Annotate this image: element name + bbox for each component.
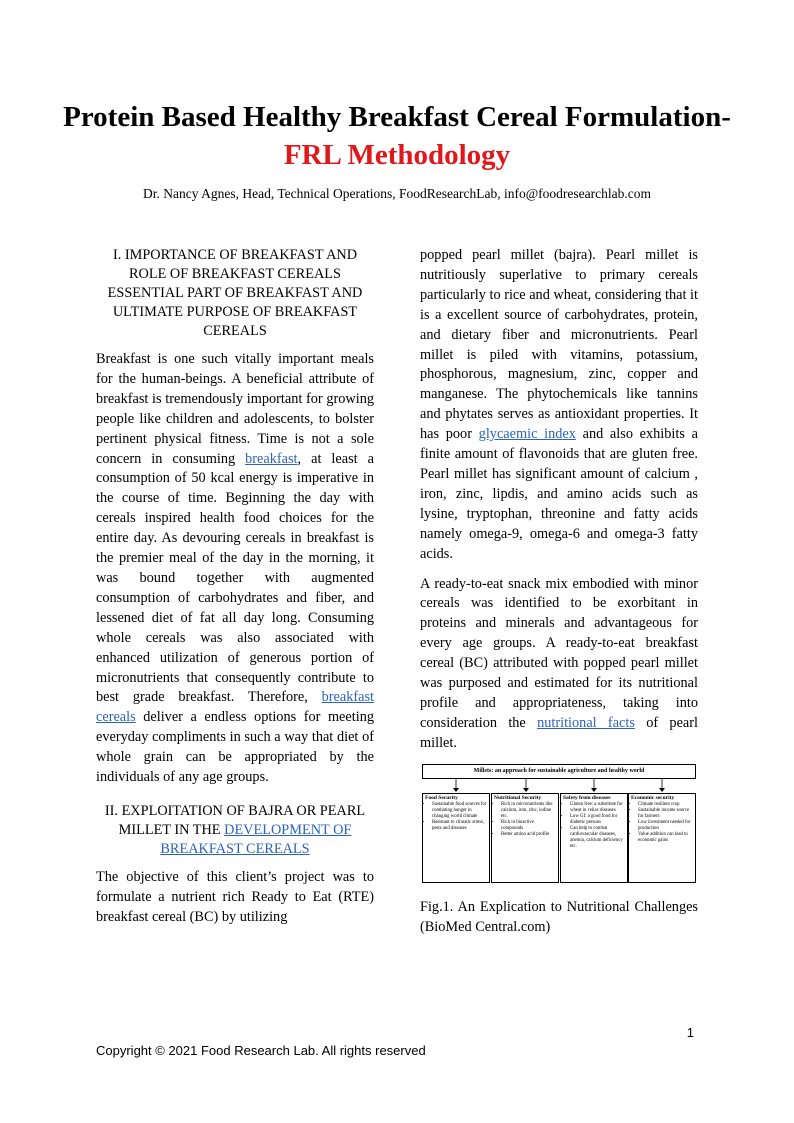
link-nutritional-facts[interactable]: nutritional facts: [537, 714, 635, 731]
right-p2-text-b: of pearl millet.: [420, 714, 698, 751]
section1-heading: I. IMPORTANCE OF BREAKFAST AND ROLE OF BREAKFAST CEREALS ESSENTIAL PART OF BREAKFAST AND ULTIMATE PURPOSE OF BREAKFAST CEREALS: [107, 247, 363, 339]
page-number: 1: [686, 1025, 694, 1040]
figure-top-box: Millets: an approach for sustainable agriculture and healthy world: [422, 764, 696, 779]
figure-box-economic-security: [628, 793, 696, 883]
link-development-of-breakfast-cereals[interactable]: DEVELOPMENT OF BREAKFAST CEREALS: [160, 821, 352, 857]
figure-box-item: • Rich in micronutrients like calcium, iron, zinc, iodine etc.: [501, 802, 556, 820]
section2-heading-text: II. EXPLOITATION OF BAJRA OR PEARL MILLET IN THE: [104, 802, 366, 838]
link-breakfast[interactable]: breakfast: [245, 450, 298, 467]
figure-box-title: Nutritional Security: [494, 794, 542, 801]
right-paragraph-2: [420, 575, 698, 754]
figure-box-item: • Can help to combat cardiovascular diseases, anemia, calcium deficiency etc.: [570, 826, 625, 850]
section2-heading: [96, 802, 374, 859]
right-p1-text-b: and also exhibits a finite amount of flavonoids that are gluten free. Pearl millet has significant amount of calcium , iron, zinc, lipdis, and amino acids such as lysine, tryptophan, threonine and fatty acids namely omega-9, omega-6 and omega-3 fatty acids.: [420, 426, 698, 562]
right-p1-text-a: popped pearl millet (bajra). Pearl millet is nutritiously superlative to primary cereals particularly to rice and wheat, considering that it is a excellent source of carbohydrates, protein, and dietary fiber and micronutrients. Pearl millet is piled with vitamins, potassium, phosphorous, magnesium, zinc, copper and manganese. The phytochemicals like tannins and phytates serves as antioxidant properties. It has poor: [420, 247, 698, 443]
link-glycaemic-index[interactable]: glycaemic index: [478, 426, 576, 443]
section2-paragraph: The objective of this client’s project was to formulate a nutrient rich Ready to Eat (RTE) breakfast cereal (BC) by utilizing: [96, 868, 374, 925]
figure-arrows: [420, 778, 698, 792]
figure-box-food-security: [422, 793, 490, 883]
figure-box-title: Food Security: [425, 794, 458, 801]
figure-millets: [420, 764, 698, 886]
section1-text-b: , at least a consumption of 50 kcal energy is imperative in the course of time. Beginning the day with cereals inspired health food choices for the entire day. As devouring cereals in breakfast is the premier meal of the day in the morning, it was bound together with augmented consumption of carbohydrates and fiber, and lessened diet of fat all day long. Consuming whole cereals was also associated with enhanced utilization of generous portion of micronutrients that consequently contribute to best grade breakfast. Therefore,: [96, 450, 374, 706]
figure-box-title: Economic security: [631, 794, 675, 801]
right-column: [420, 246, 698, 937]
right-p2-text-a: A ready-to-eat snack mix embodied with minor cereals was identified to be exorbitant in proteins and minerals and advantageous for every age groups. A ready-to-eat breakfast cereal (BC) attributed with popped pearl millet was purposed and estimated for its nutritional profile and appropriateness, taking into consideration the: [420, 575, 698, 731]
figure-box-item: • Low GI: a good food for diabetic persons: [570, 814, 625, 826]
figure-caption: Fig.1. An Explication to Nutritional Challenges (BioMed Central.com): [420, 898, 698, 935]
document-title: [60, 98, 734, 174]
figure-box-item: • Better amino acid profile: [501, 832, 556, 838]
right-paragraph-1: [420, 246, 698, 565]
section1-text-c: deliver a endless options for meeting everyday compliments in such a way that diet of whole grain can be appropriated by the individuals of any age groups.: [96, 709, 374, 786]
section1-text-a: Breakfast is one such vitally important meals for the human-beings. A beneficial attribute of breakfast is tremendously important for growing people like children and adolescents, to bolster pertinent physical fitness. Time is not a sole concern in consuming: [96, 351, 374, 467]
author-line: Dr. Nancy Agnes, Head, Technical Operations, FoodResearchLab, info@foodresearchlab.com: [143, 186, 651, 201]
section1-paragraph: [96, 350, 374, 788]
copyright-footer: Copyright © 2021 Food Research Lab. All rights reserved: [96, 1043, 426, 1058]
figure-box-item: • Resistant to climatic stress, pests and diseases: [432, 820, 487, 832]
link-breakfast-cereals[interactable]: breakfast cereals: [96, 689, 374, 726]
figure-box-nutritional-security: [491, 793, 559, 883]
figure-box-item: • Gluten free: a substitute for wheat in celiac diseases: [570, 802, 625, 814]
figure-box-item: • Climate resilient crop: [638, 802, 693, 808]
figure-box-item: • Rich in bioactive compounds: [501, 820, 556, 832]
figure-box-item: • Sustainable food sources for combating hunger in changing world climate: [432, 802, 487, 820]
left-column: [96, 246, 374, 938]
figure-box-item: • Sustainable income source for farmers: [638, 808, 693, 820]
figure-box-item: • Low investment needed for production: [638, 820, 693, 832]
figure-box-item: • Value addition can lead to economic gains: [638, 832, 693, 844]
title-main: Protein Based Healthy Breakfast Cereal Formulation-: [63, 101, 731, 133]
title-accent: FRL Methodology: [283, 139, 511, 171]
figure-box-safety-from-diseases: [560, 793, 628, 883]
figure-box-title: Safety from diseases: [563, 794, 611, 801]
